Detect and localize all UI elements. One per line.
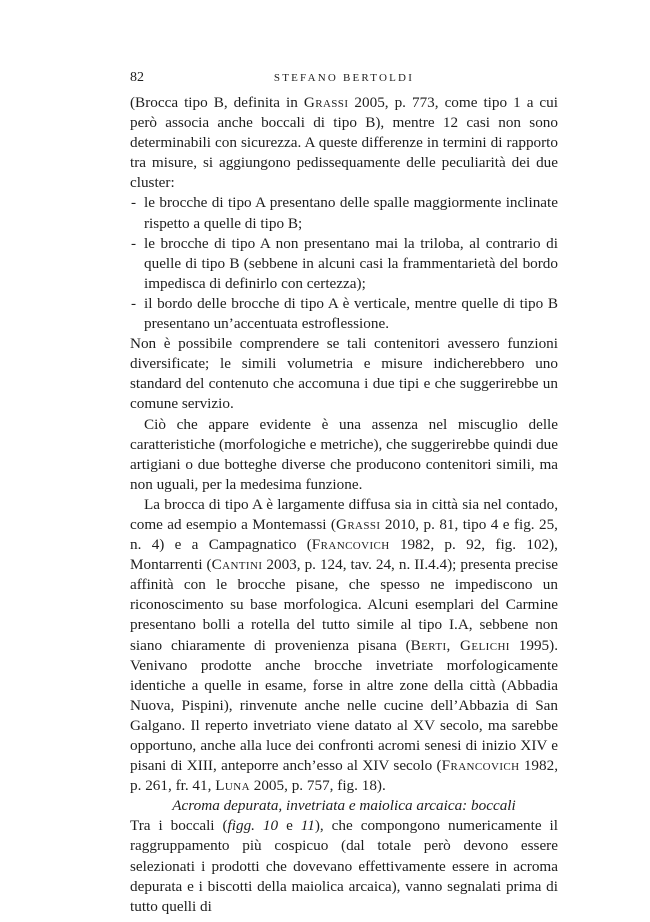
- citation-author: Francovich: [441, 757, 520, 775]
- running-head: STEFANO BERTOLDI: [273, 72, 415, 84]
- list-item: - le brocche di tipo A non presentano mai la triloba, al contrario di quelle di tipo B (sebbene in alcuni casi la frammentarietà del bordo impedisca di definirlo con certezza);: [130, 234, 558, 294]
- body-text: [130, 93, 558, 917]
- page-number: 82: [130, 70, 144, 85]
- section-title: Acroma depurata, invetriata e maiolica arcaica: boccali: [172, 797, 516, 815]
- citation-author: Cantini: [211, 556, 263, 574]
- paragraph-4: La brocca di tipo A è largamente diffusa sia in città sia nel contado, come ad esempio a Montemassi (Grassi 2010, p. 81, tipo 4 e fig. 25, n. 4) e a Campagnatico (Francovich 1982, p. 92, fig. 102), Montarrenti (Cantini 2003, p. 124, tav. 24, n. II.4.4); presenta precise affinità con le brocche pisane, che spesso ne impediscono un riconoscimento su base morfologica. Alcuni esemplari del Carmine presentano bolli a rotella del tutto simile al tipo I.A, sebbene non siano chiaramente di provenienza pisana (Berti, Gelichi 1995). Venivano prodotte anche brocche invetriate morfologicamente identiche a quelle in esame, forse in altre zone della città (Abbadia Nuova, Pispini), rinvenute anche nelle cucine dell’Abbazia di San Galgano. Il reperto invetriato viene datato al XV secolo, ma sarebbe opportuno, anche alla luce dei confronti acromi senesi di inizio XIV e pisani di XIII, anteporre anch’esso al XIV secolo (Francovich 1982, p. 261, fr. 41, Luna 2005, p. 757, fig. 18).: [130, 495, 558, 795]
- paragraph-1: (Brocca tipo B, definita in Grassi 2005, p. 773, come tipo 1 a cui però associa anche boccali di tipo B), mentre 12 casi non sono determinabili con sicurezza. A queste differenze in termini di rapporto tra misure, si aggiungono pedissequamente delle peculiarità dei due cluster:: [130, 94, 558, 192]
- paragraph-2: Non è possibile comprendere se tali contenitori avessero funzioni diversificate; le simili volumetria e misure indicherebbero uno standard del contenuto che accomuna i due tipi e che suggerirebbe un comune servizio.: [130, 335, 558, 413]
- list-item: - il bordo delle brocche di tipo A è verticale, mentre quelle di tipo B presentano un’accentuata estroflessione.: [130, 294, 558, 334]
- citation-author: Berti, Gelichi: [410, 636, 510, 654]
- bullet-list: [130, 193, 558, 334]
- paragraph-3: Ciò che appare evidente è una assenza nel miscuglio delle caratteristiche (morfologiche e metriche), che suggerirebbe quindi due artigiani o due botteghe diverse che producono contenitori simili, ma non uguali, per la medesima funzione.: [130, 415, 558, 493]
- citation-author: Luna: [215, 777, 250, 795]
- citation-author: Francovich: [311, 536, 390, 554]
- figure-reference: figg. 10: [227, 817, 279, 835]
- citation-author: Grassi: [335, 515, 381, 533]
- citation-author: Grassi: [303, 94, 349, 111]
- page-header: [130, 70, 558, 88]
- figure-reference: 11: [300, 817, 315, 835]
- list-item: - le brocche di tipo A presentano delle spalle maggiormente inclinate rispetto a quelle di tipo B;: [130, 193, 558, 233]
- paragraph-5: Tra i boccali (figg. 10 e 11), che compongono numericamente il raggruppamento più cospicuo (dal totale però devono essere selezionati i prodotti che dovevano effettivamente essere in acroma depurata e i biscotti della maiolica arcaica), vanno segnalati prima di tutto quelli di: [130, 817, 558, 915]
